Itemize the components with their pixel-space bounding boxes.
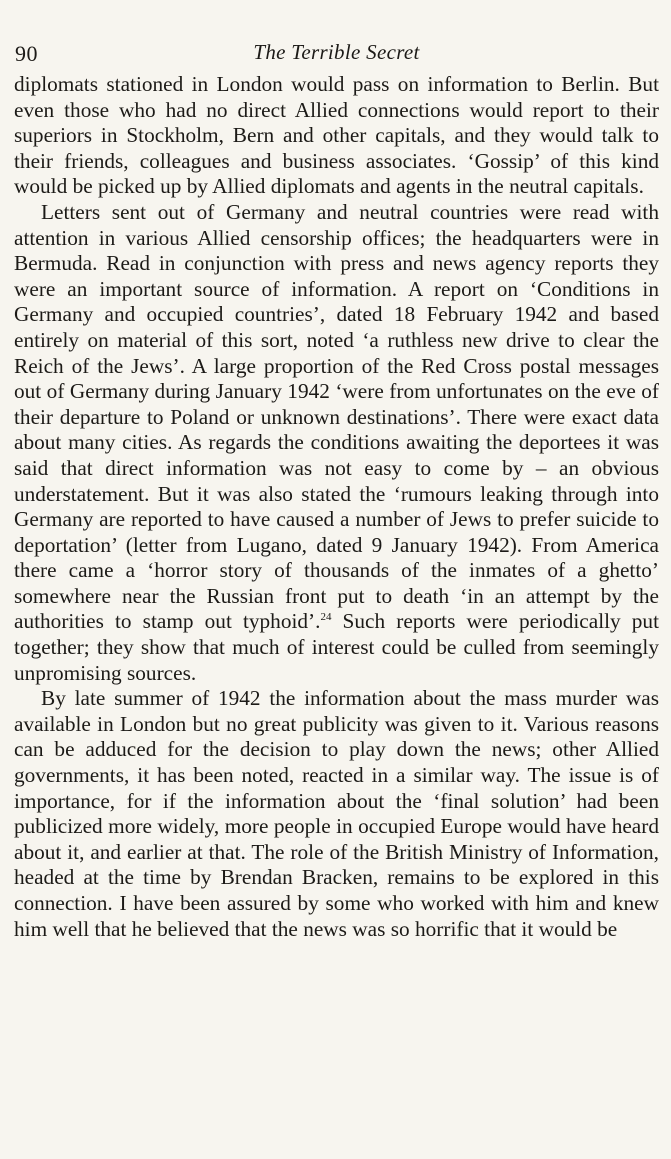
paragraph-1: diplomats stationed in London would pass on information to Berlin. But even those who had no direct Allied connections would report to their superiors in Stockholm, Bern and other capitals, and they would talk to their friends, colleagues and business associates. ‘Gossip’ of this kind would be picked up by Allied diplomats and agents in the neutral capitals. [14, 72, 659, 199]
paragraph-2-tail: Such reports were periodically put together; they show that much of interest could be culled from seemingly unpromising sources. [14, 609, 659, 685]
paragraph-2-main: Letters sent out of Germany and neutral countries were read with attention in various Allied censorship offices; the headquarters were in Bermuda. Read in conjunction with press and news agency reports they were an important source of information. A report on ‘Conditions in Germany and occupied countries’, dated 18 February 1942 and based entirely on material of this sort, noted ‘a ruthless new drive to clear the Reich of the Jews’. A large proportion of the Red Cross postal messages out of Germany during January 1942 ‘were from unfortunates on the eve of their departure to Poland or unknown destinations’. There were exact data about many cities. As regards the conditions awaiting the deportees it was said that direct information was not easy to come by – an obvious understatement. But it was also stated the ‘rumours leaking through into Germany are reported to have caused a number of Jews to prefer suicide to deportation’ (letter from Lugano, dated 9 January 1942). From America there came a ‘horror story of thousands of the inmates of a ghetto’ somewhere near the Russian front put to death ‘in an attempt by the authorities to stamp out typhoid’. [14, 199, 659, 634]
paragraph-3: By late summer of 1942 the information about the mass murder was available in London but no great publicity was given to it. Various reasons can be adduced for the decision to play down the news; other Allied governments, it has been noted, reacted in a similar way. The issue is of importance, for if the information about the ‘final solution’ had been publicized more widely, more people in occupied Europe would have heard about it, and earlier at that. The role of the British Ministry of Information, headed at the time by Brendan Bracken, remains to be explored in this connection. I have been assured by some who worked with him and knew him well that he believed that the news was so horrific that it would be [14, 686, 659, 941]
footnote-reference: 24 [320, 611, 332, 624]
running-title: The Terrible Secret [253, 40, 420, 64]
paragraph-2 [14, 200, 659, 686]
page-number: 90 [15, 41, 38, 66]
body-text [14, 72, 659, 942]
running-head [14, 38, 659, 72]
